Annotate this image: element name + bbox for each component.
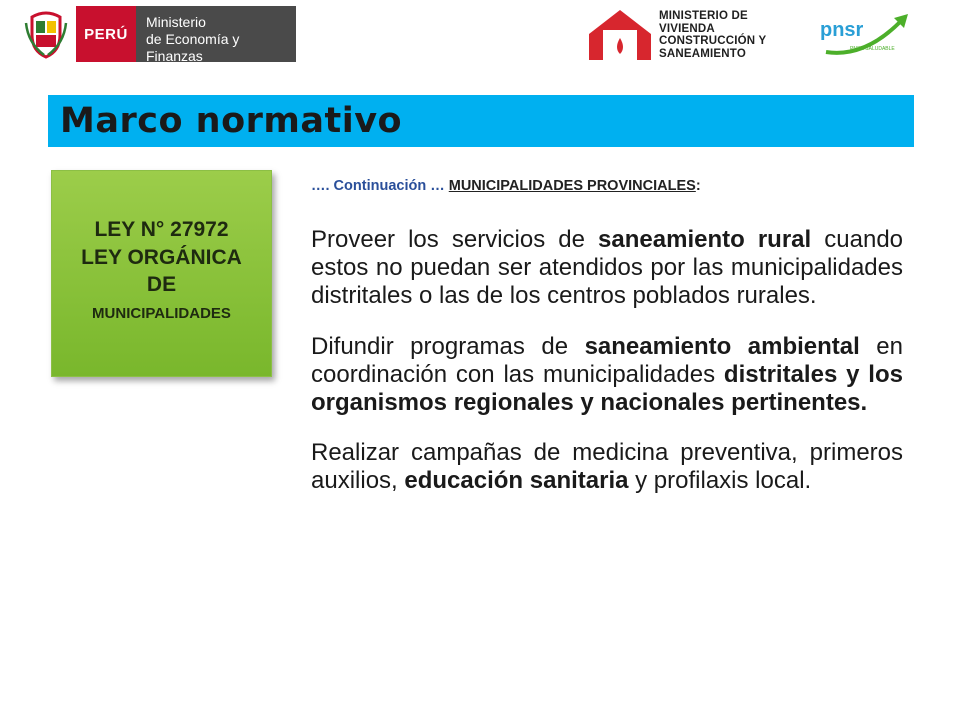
law-box xyxy=(51,170,272,377)
p3-text-2: y profilaxis local. xyxy=(628,467,812,494)
continuation-suffix: : xyxy=(695,178,701,194)
mvcs-logo xyxy=(585,8,800,62)
paragraph-saneamiento-ambiental xyxy=(311,333,903,417)
p2-bold-1: saneamiento ambiental xyxy=(584,333,860,360)
page-title: Marco normativo xyxy=(60,101,403,141)
p2-text-2: en coordinación con las municipalidades xyxy=(311,333,903,388)
law-connector: DE xyxy=(146,273,177,296)
continuation-heading: MUNICIPALIDADES PROVINCIALES xyxy=(448,178,696,194)
title-bar xyxy=(48,95,914,147)
house-logo-icon xyxy=(585,8,655,62)
law-type: LEY ORGÁNICA xyxy=(81,246,242,269)
p2-text-1: Difundir programas de xyxy=(311,333,585,360)
peru-coat-of-arms-icon xyxy=(22,6,70,62)
mef-line1: Ministerio xyxy=(146,14,206,30)
continuation-prefix: …. Continuación … xyxy=(311,178,445,194)
p3-bold-1: educación sanitaria xyxy=(404,467,629,494)
p3-text-1: Realizar campañas de medicina preventiva, primeros auxilios, xyxy=(311,439,903,494)
pnsr-logo xyxy=(814,8,916,62)
law-number: LEY N° 27972 xyxy=(94,218,229,241)
mvcs-name xyxy=(659,10,766,60)
pnsr-text: pnsr xyxy=(820,19,864,41)
paragraph-saneamiento-rural xyxy=(311,226,903,310)
p1-bold-1: saneamiento rural xyxy=(598,226,812,253)
mef-logo xyxy=(22,6,296,62)
p1-text-1: Proveer los servicios de xyxy=(311,226,599,253)
mvcs-line1: MINISTERIO DE xyxy=(659,10,748,22)
mef-name xyxy=(136,6,296,62)
content-column xyxy=(311,178,903,495)
p2-bold-2: distritales y los organismos regionales y nacionales pertinentes. xyxy=(311,361,903,416)
continuation-line xyxy=(311,178,903,194)
law-subject: MUNICIPALIDADES xyxy=(92,305,231,322)
paragraph-campanas-medicina xyxy=(311,439,903,495)
pnsr-subtext: PNSR SALUDABLE xyxy=(850,46,895,52)
peru-label: PERÚ xyxy=(76,6,136,62)
mvcs-line2: VIVIENDA xyxy=(659,22,715,35)
mef-line2: de Economía y Finanzas xyxy=(146,31,240,64)
mvcs-line4: SANEAMIENTO xyxy=(659,47,746,60)
mvcs-line3: CONSTRUCCIÓN Y xyxy=(659,35,767,47)
p1-text-2: cuando estos no puedan ser atendidos por las municipalidades distritales o las de los centros poblados rurales. xyxy=(311,226,904,309)
